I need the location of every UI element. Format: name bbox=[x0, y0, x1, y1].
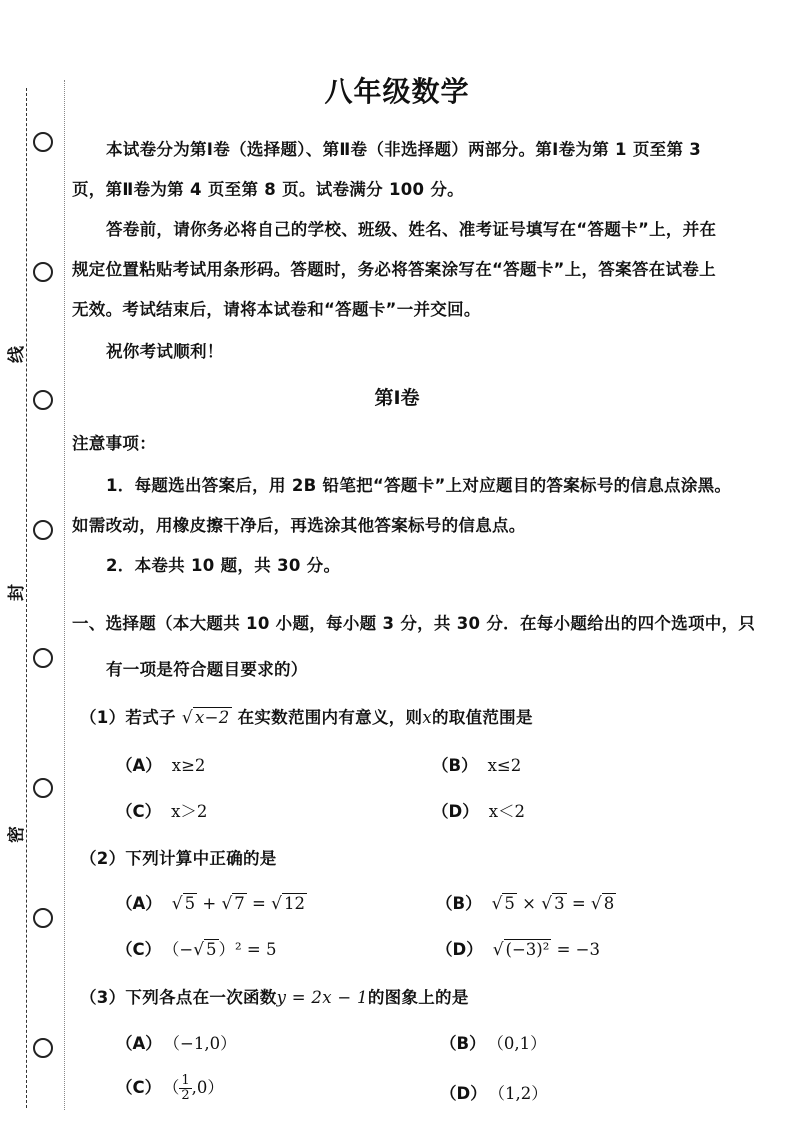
question-2-stem: （2）下列计算中正确的是 bbox=[80, 849, 277, 868]
question-3-option-b[interactable]: （B） （0,1） bbox=[440, 1034, 547, 1053]
question-3-stem: （3）下列各点在一次函数y = 2x − 1的图象上的是 bbox=[80, 988, 469, 1007]
binding-hole-icon bbox=[33, 1038, 53, 1058]
binding-hole-icon bbox=[33, 132, 53, 152]
note-line: 2．本卷共 10 题，共 30 分。 bbox=[106, 556, 341, 575]
binding-hole-icon bbox=[33, 262, 53, 282]
question-2-option-d[interactable]: （D） √ (−3)² = −3 bbox=[436, 940, 600, 960]
fraction: $\frac{1}{2}$ bbox=[181, 1073, 190, 1103]
question-3-option-c[interactable]: （C） （ $\frac{1}{2}$ ,0） bbox=[116, 1073, 224, 1103]
binding-hole-icon bbox=[33, 908, 53, 928]
binding-hole-icon bbox=[33, 648, 53, 668]
note-line: 1．每题选出答案后，用 2B 铅笔把“答题卡”上对应题目的答案标号的信息点涂黑。 bbox=[106, 476, 732, 495]
notes-title: 注意事项： bbox=[72, 434, 156, 453]
intro-line: 页，第Ⅱ卷为第 4 页至第 8 页。试卷满分 100 分。 bbox=[72, 180, 464, 199]
section-heading: 一、选择题（本大题共 10 小题，每小题 3 分，共 30 分．在每小题给出的四个选项中，只 bbox=[72, 614, 756, 633]
binding-line-inner bbox=[64, 80, 65, 1110]
question-2-option-c[interactable]: （C） （−√ 5 ）² = 5 bbox=[116, 940, 277, 960]
question-3-option-a[interactable]: （A） （−1,0） bbox=[116, 1034, 237, 1053]
question-2-option-a[interactable]: （A） √ 5 + √ 7 = √ 12 bbox=[116, 894, 305, 914]
question-1-option-c[interactable]: （C） x＞2 bbox=[116, 802, 208, 821]
intro-line: 答卷前，请你务必将自己的学校、班级、姓名、准考证号填写在“答题卡”上，并在 bbox=[106, 220, 717, 239]
intro-line: 无效。考试结束后，请将本试卷和“答题卡”一并交回。 bbox=[72, 300, 481, 319]
seal-label-line: 线 bbox=[7, 346, 27, 363]
question-3-option-d[interactable]: （D） （1,2） bbox=[440, 1084, 548, 1103]
question-2-option-b[interactable]: （B） √ 5 × √ 3 = √ 8 bbox=[436, 894, 615, 914]
intro-line: 规定位置粘贴考试用条形码。答题时，务必将答案涂写在“答题卡”上，答案答在试卷上 bbox=[72, 260, 716, 279]
note-line: 如需改动，用橡皮擦干净后，再选涂其他答案标号的信息点。 bbox=[72, 516, 526, 535]
binding-hole-icon bbox=[33, 778, 53, 798]
question-1-option-d[interactable]: （D） x＜2 bbox=[432, 802, 526, 821]
question-1-stem: （1）若式子 √ x−2 在实数范围内有意义，则x的取值范围是 bbox=[80, 708, 533, 728]
seal-label-secret: 密 bbox=[7, 826, 27, 843]
intro-line: 本试卷分为第Ⅰ卷（选择题）、第Ⅱ卷（非选择题）两部分。第Ⅰ卷为第 1 页至第 3 bbox=[106, 140, 702, 159]
page-title: 八年级数学 bbox=[324, 75, 470, 108]
section-heading-cont: 有一项是符合题目要求的） bbox=[106, 660, 308, 679]
volume-heading: 第Ⅰ卷 bbox=[374, 387, 420, 409]
question-1-option-b[interactable]: （B） x≤2 bbox=[432, 756, 522, 775]
binding-hole-icon bbox=[33, 520, 53, 540]
question-1-option-a[interactable]: （A） x≥2 bbox=[116, 756, 206, 775]
seal-label-seal: 封 bbox=[7, 584, 27, 601]
good-luck-text: 祝你考试顺利！ bbox=[106, 342, 224, 361]
